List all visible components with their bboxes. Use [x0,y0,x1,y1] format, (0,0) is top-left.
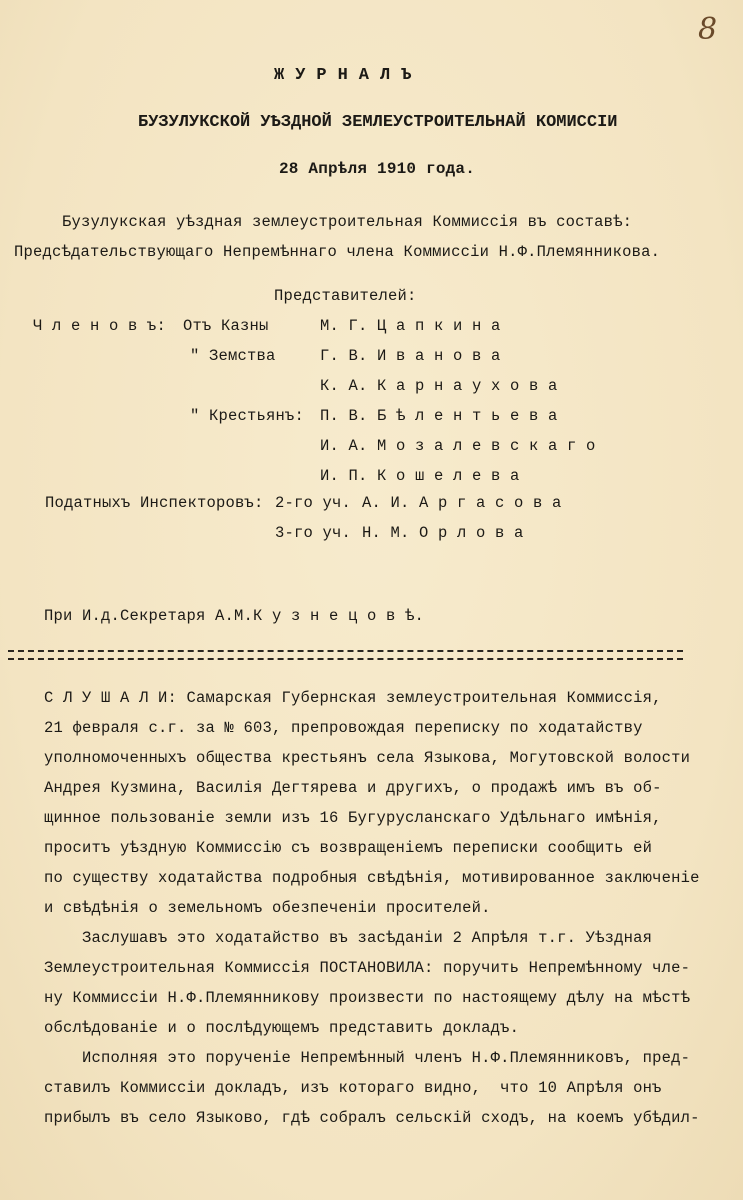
member-name: И. П. К о ш е л е в а [320,467,520,485]
member-name: К. А. К а р н а у х о в а [320,377,558,395]
body-line: по существу ходатайства подробныя свѣдѣнія, мотивированное заключеніе [44,869,700,887]
divider-line [8,658,683,660]
body-line: щинное пользованіе земли изъ 16 Бугурусланскаго Удѣльнаго имѣнія, [44,809,662,827]
inspector-district: 3-го уч. [275,524,352,542]
member-group: " Крестьянъ: [190,407,305,425]
secretary-line: При И.д.Секретаря А.М.К у з н е ц о в ѣ. [44,607,425,625]
divider-line [8,650,683,652]
body-line: ну Коммиссіи Н.Ф.Племянникову произвести по настоящему дѣлу на мѣстѣ [44,989,691,1007]
composition-line-1: Бузулукская уѣздная землеустроительная Коммиссія въ составѣ: [62,213,633,231]
body-line: прибылъ въ село Языково, гдѣ собралъ сельскій сходъ, на коемъ убѣдил- [44,1109,700,1127]
body-line: Исполняя это порученіе Непремѣнный членъ Н.Ф.Племянниковъ, пред- [44,1049,691,1067]
body-line: и свѣдѣнія о земельномъ обезпеченіи просителей. [44,899,491,917]
member-name: М. Г. Ц а п к и н а [320,317,501,335]
inspectors-label: Податныхъ Инспекторовъ: [45,494,264,512]
document-subtitle: БУЗУЛУКСКОЙ УѢЗДНОЙ ЗЕМЛЕУСТРОИТЕЛЬНАЙ КОМИССIИ [138,113,618,132]
member-name: Г. В. И в а н о в а [320,347,501,365]
body-line: проситъ уѣздную Коммиссію съ возвращеніемъ переписки сообщить ей [44,839,653,857]
document-date: 28 Апрѣля 1910 года. [279,160,476,178]
inspector-name: Н. М. О р л о в а [362,524,524,542]
members-label: Ч л е н о в ъ: [33,317,167,335]
body-line: Землеустроительная Коммиссія ПОСТАНОВИЛА: поручить Непремѣнному чле- [44,959,691,977]
representatives-heading: Представителей: [274,287,417,305]
body-line: Андрея Кузмина, Василія Дегтярева и другихъ, о продажѣ имъ въ об- [44,779,662,797]
body-line: обслѣдованіе и о послѣдующемъ представить докладъ. [44,1019,520,1037]
composition-line-2: Предсѣдательствующаго Непремѣннаго члена Коммиссіи Н.Ф.Племянникова. [14,243,661,261]
body-line: уполномоченныхъ общества крестьянъ села Языкова, Могутовской волости [44,749,691,767]
document-title: ЖУРНАЛЪ [274,66,423,85]
member-name: П. В. Б ѣ л е н т ь е в а [320,407,558,425]
body-line: Заслушавъ это ходатайство въ засѣданіи 2 Апрѣля т.г. Уѣздная [44,929,653,947]
member-group: " Земства [190,347,276,365]
member-group: Отъ Казны [183,317,269,335]
folio-number: 8 [698,12,718,47]
inspector-district: 2-го уч. [275,494,352,512]
body-line: 21 февраля с.г. за № 603, препровождая переписку по ходатайству [44,719,643,737]
body-line: С Л У Ш А Л И: Самарская Губернская землеустроительная Коммиссія, [44,689,662,707]
inspector-name: А. И. А р г а с о в а [362,494,562,512]
member-name: И. А. М о з а л е в с к а г о [320,437,596,455]
body-line: ставилъ Коммиссіи докладъ, изъ котораго видно, что 10 Апрѣля онъ [44,1079,662,1097]
